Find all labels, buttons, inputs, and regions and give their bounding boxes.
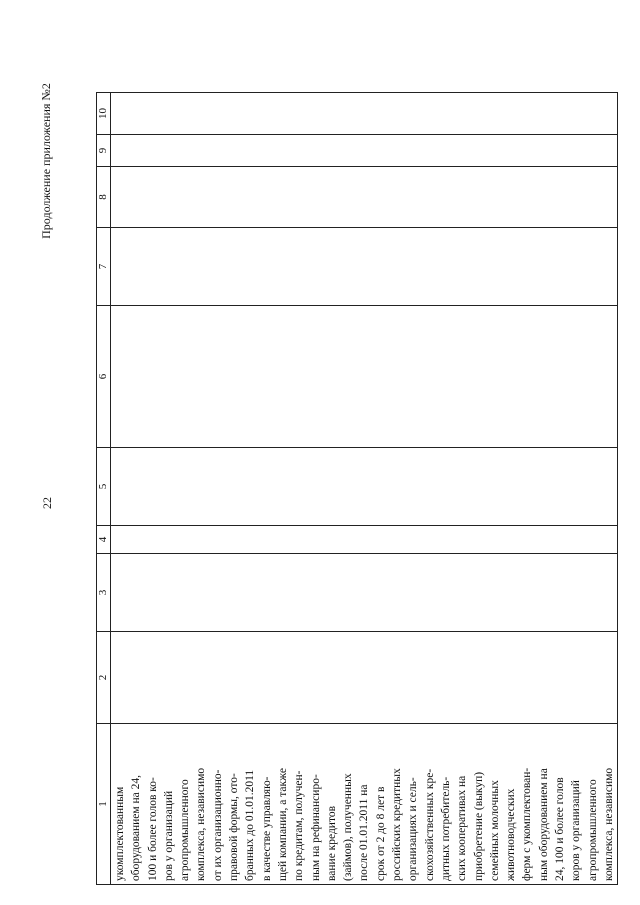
appendix-title: Продолжение приложения №2: [39, 83, 53, 239]
column-number: 6: [97, 306, 111, 448]
column-number: 10: [97, 93, 111, 135]
appendix-table: [96, 93, 615, 885]
table-row: [111, 93, 618, 885]
table-cell-col9: [111, 135, 618, 167]
table-cell-col1: [111, 724, 618, 885]
column-number: 3: [97, 554, 111, 632]
table-cell-col5: [111, 448, 618, 526]
table-cell-col8: [111, 167, 618, 228]
table-cell-col3: [111, 554, 618, 632]
table-cell-col6: [111, 306, 618, 448]
column-number-row: [97, 93, 111, 885]
column-number: 7: [97, 228, 111, 306]
column-number: 9: [97, 135, 111, 167]
column-number: 1: [97, 724, 111, 885]
table-cell-col10: [111, 93, 618, 135]
column-number: 8: [97, 167, 111, 228]
col1-text: укомплектованным оборудованием на 24, 100 и более голов ко- ров у организаций агропромышленного комплекса, независимо от их организационно- правовой формы, ото- бранных до 01.01.2011 в качестве управляю- щей компании, а также по кредитам, получен- ным на рефинансиро- вание кредитов (займов), полученных после 01.01.2011 на срок от 2 до 8 лет в российских кредитных организациях и сель- скохозяйственных кре- дитных потребитель- ских кооперативах на приобретение (выкуп) семейных молочных животноводческих ферм с укомплектован- ным оборудованием на 24, 100 и более голов коров у организаций агропромышленного комплекса, независимо: [114, 767, 615, 881]
column-number: 4: [97, 526, 111, 554]
column-number: 5: [97, 448, 111, 526]
table-cell-col4: [111, 526, 618, 554]
table-cell-col7: [111, 228, 618, 306]
column-number: 2: [97, 632, 111, 724]
table-cell-col2: [111, 632, 618, 724]
page-number: 22: [40, 497, 54, 509]
